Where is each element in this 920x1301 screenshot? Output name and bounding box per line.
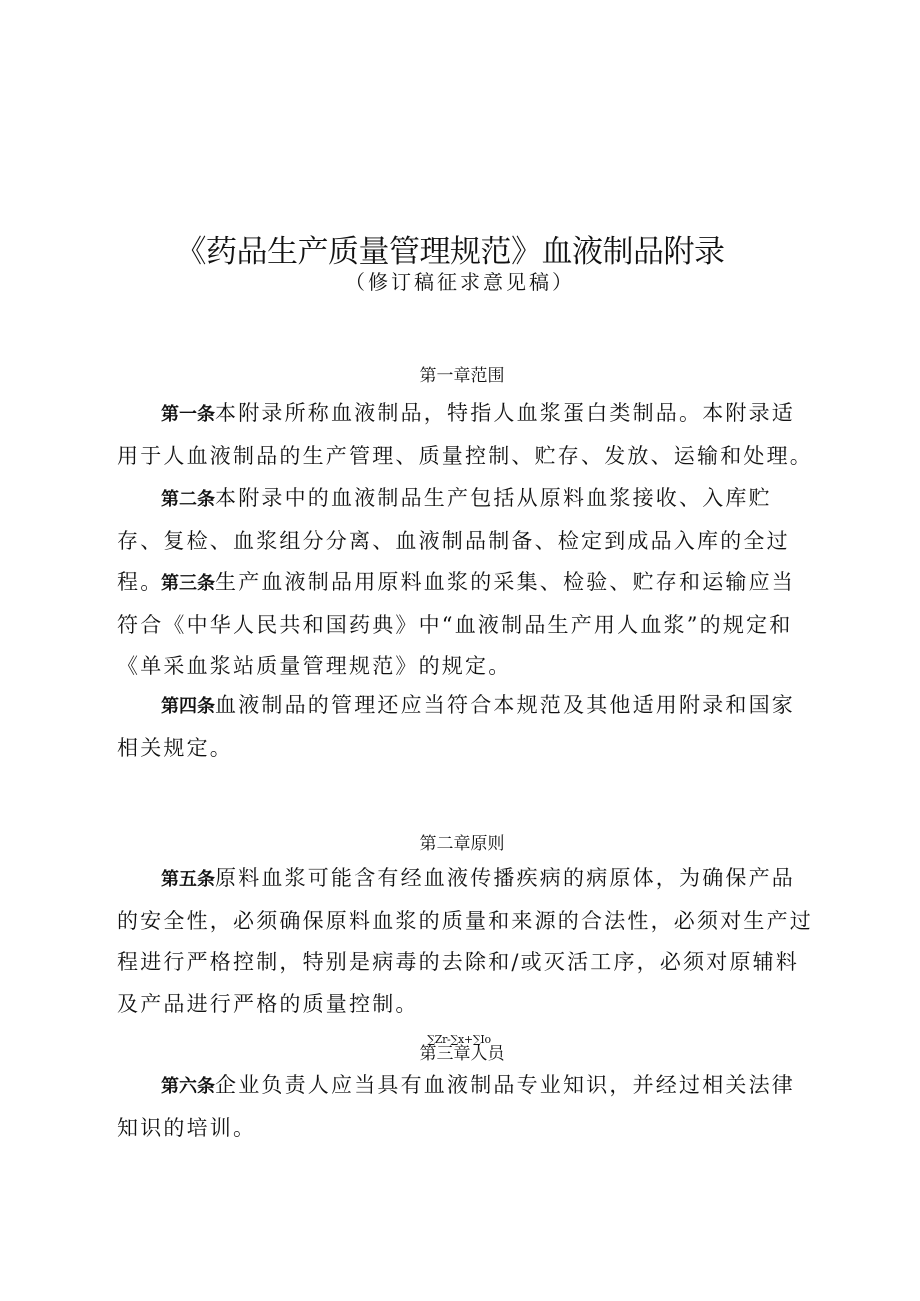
overprint-artifact: ∑Zr-∑x+∑Io (427, 1033, 491, 1046)
article-text: 本附录所称血液制品，特指人血浆蛋白类制品。本附录适用于人血液制品的生产管理、质量控制、贮存、发放、运输和处理。 (117, 401, 813, 468)
document-title: 《药品生产质量管理规范》血液制品附录 (175, 233, 725, 270)
chapter-heading-1: 第一章范围 (419, 366, 505, 386)
article-6 (117, 1065, 817, 1149)
article-text: 生产血液制品用原料血浆的采集、检验、贮存和运输应当符合《中华人民共和国药典》中“血液制品生产用人血浆”的规定和《单采血浆站质量管理规范》的规定。 (117, 570, 795, 678)
article-label: 第三条 (161, 573, 215, 594)
document-subtitle: （修订稿征求意见稿） (345, 270, 575, 294)
chapter-heading-3: 第三章人员 (419, 1044, 505, 1064)
article-text: 血液制品的管理还应当符合本规范及其他适用附录和国家相关规定。 (117, 693, 795, 760)
article-1 (117, 393, 817, 477)
article-label: 第二条 (161, 489, 215, 510)
article-label: 第一条 (161, 404, 215, 425)
chapter-heading-2: 第二章原则 (419, 834, 505, 854)
article-text: 原料血浆可能含有经血液传播疾病的病原体，为确保产品的安全性，必须确保原料血浆的质量和来源的合法性，必须对生产过程进行严格控制，特别是病毒的去除和/或灭活工序，必须对原辅料及产品进行严格的质量控制。 (117, 866, 813, 1016)
article-label: 第四条 (161, 696, 215, 717)
article-text: 本附录中的血液制品生产包括从原料血浆接收、入库贮存、复检、血浆组分分离、血液制品制备、检定到成品入库的全过程。 (117, 486, 790, 594)
article-label: 第六条 (161, 1076, 215, 1097)
article-label: 第五条 (161, 869, 215, 890)
article-5 (117, 858, 817, 1025)
article-text: 企业负责人应当具有血液制品专业知识，并经过相关法律知识的培训。 (117, 1073, 795, 1140)
article-4 (117, 685, 817, 769)
article-3 (117, 562, 817, 688)
